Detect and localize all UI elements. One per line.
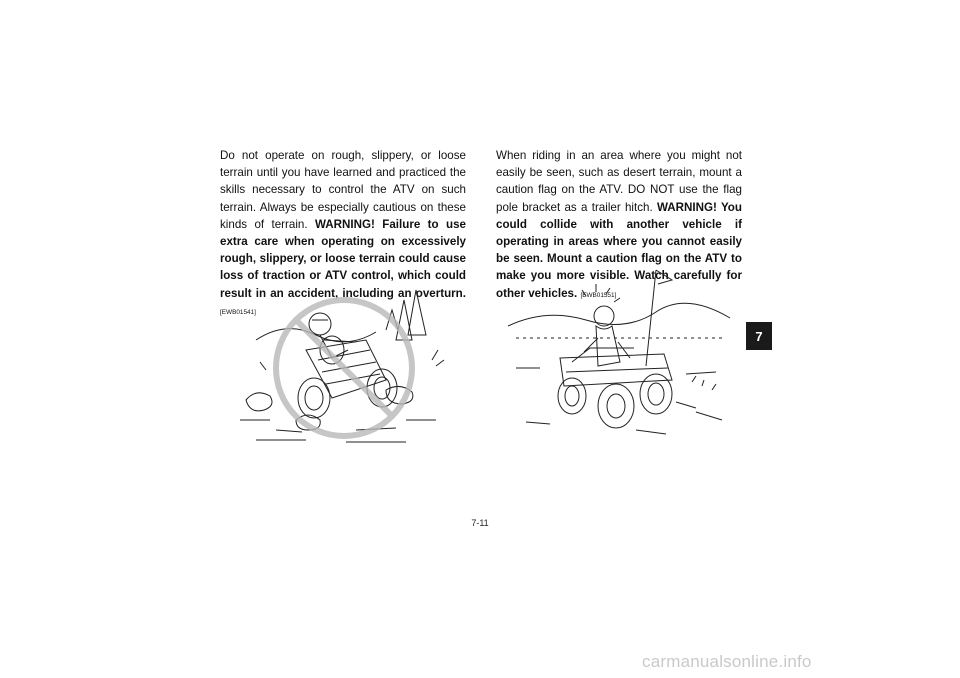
rough-terrain-illustration	[236, 280, 448, 450]
right-warning-code: [EWB01551]	[580, 291, 617, 299]
left-warning-text: WARNING! Failure to use extra care when operating on excessively rough, slippery, or loose terrain could cause loss of traction or ATV control, which could result in an accident, including an overturn.	[220, 217, 466, 300]
right-warning-text: WARNING! You could collide with another vehicle if operating in areas where you cannot easily be seen. Mount a caution flag on the ATV to make you more visible. Watch carefully for other vehicles.	[496, 200, 742, 300]
left-warning-code: [EWB01541]	[220, 308, 256, 316]
caution-flag-illustration	[506, 262, 732, 438]
prohibition-icon	[276, 300, 412, 436]
watermark: carmanualsonline.info	[642, 652, 812, 671]
right-body-text: When riding in an area where you might not easily be seen, such as desert terrain, mount a caution flag on the ATV. DO NOT use the flag pole bracket as a trailer hitch.	[496, 149, 742, 214]
left-body-text: Do not operate on rough, slippery, or loose terrain until you have learned and practiced the skills necessary to control the ATV on such terrain. Always be especially cautious on these kinds of terrain.	[220, 149, 466, 231]
page-number: 7-11	[471, 518, 489, 528]
chapter-tab: 7	[746, 322, 772, 350]
